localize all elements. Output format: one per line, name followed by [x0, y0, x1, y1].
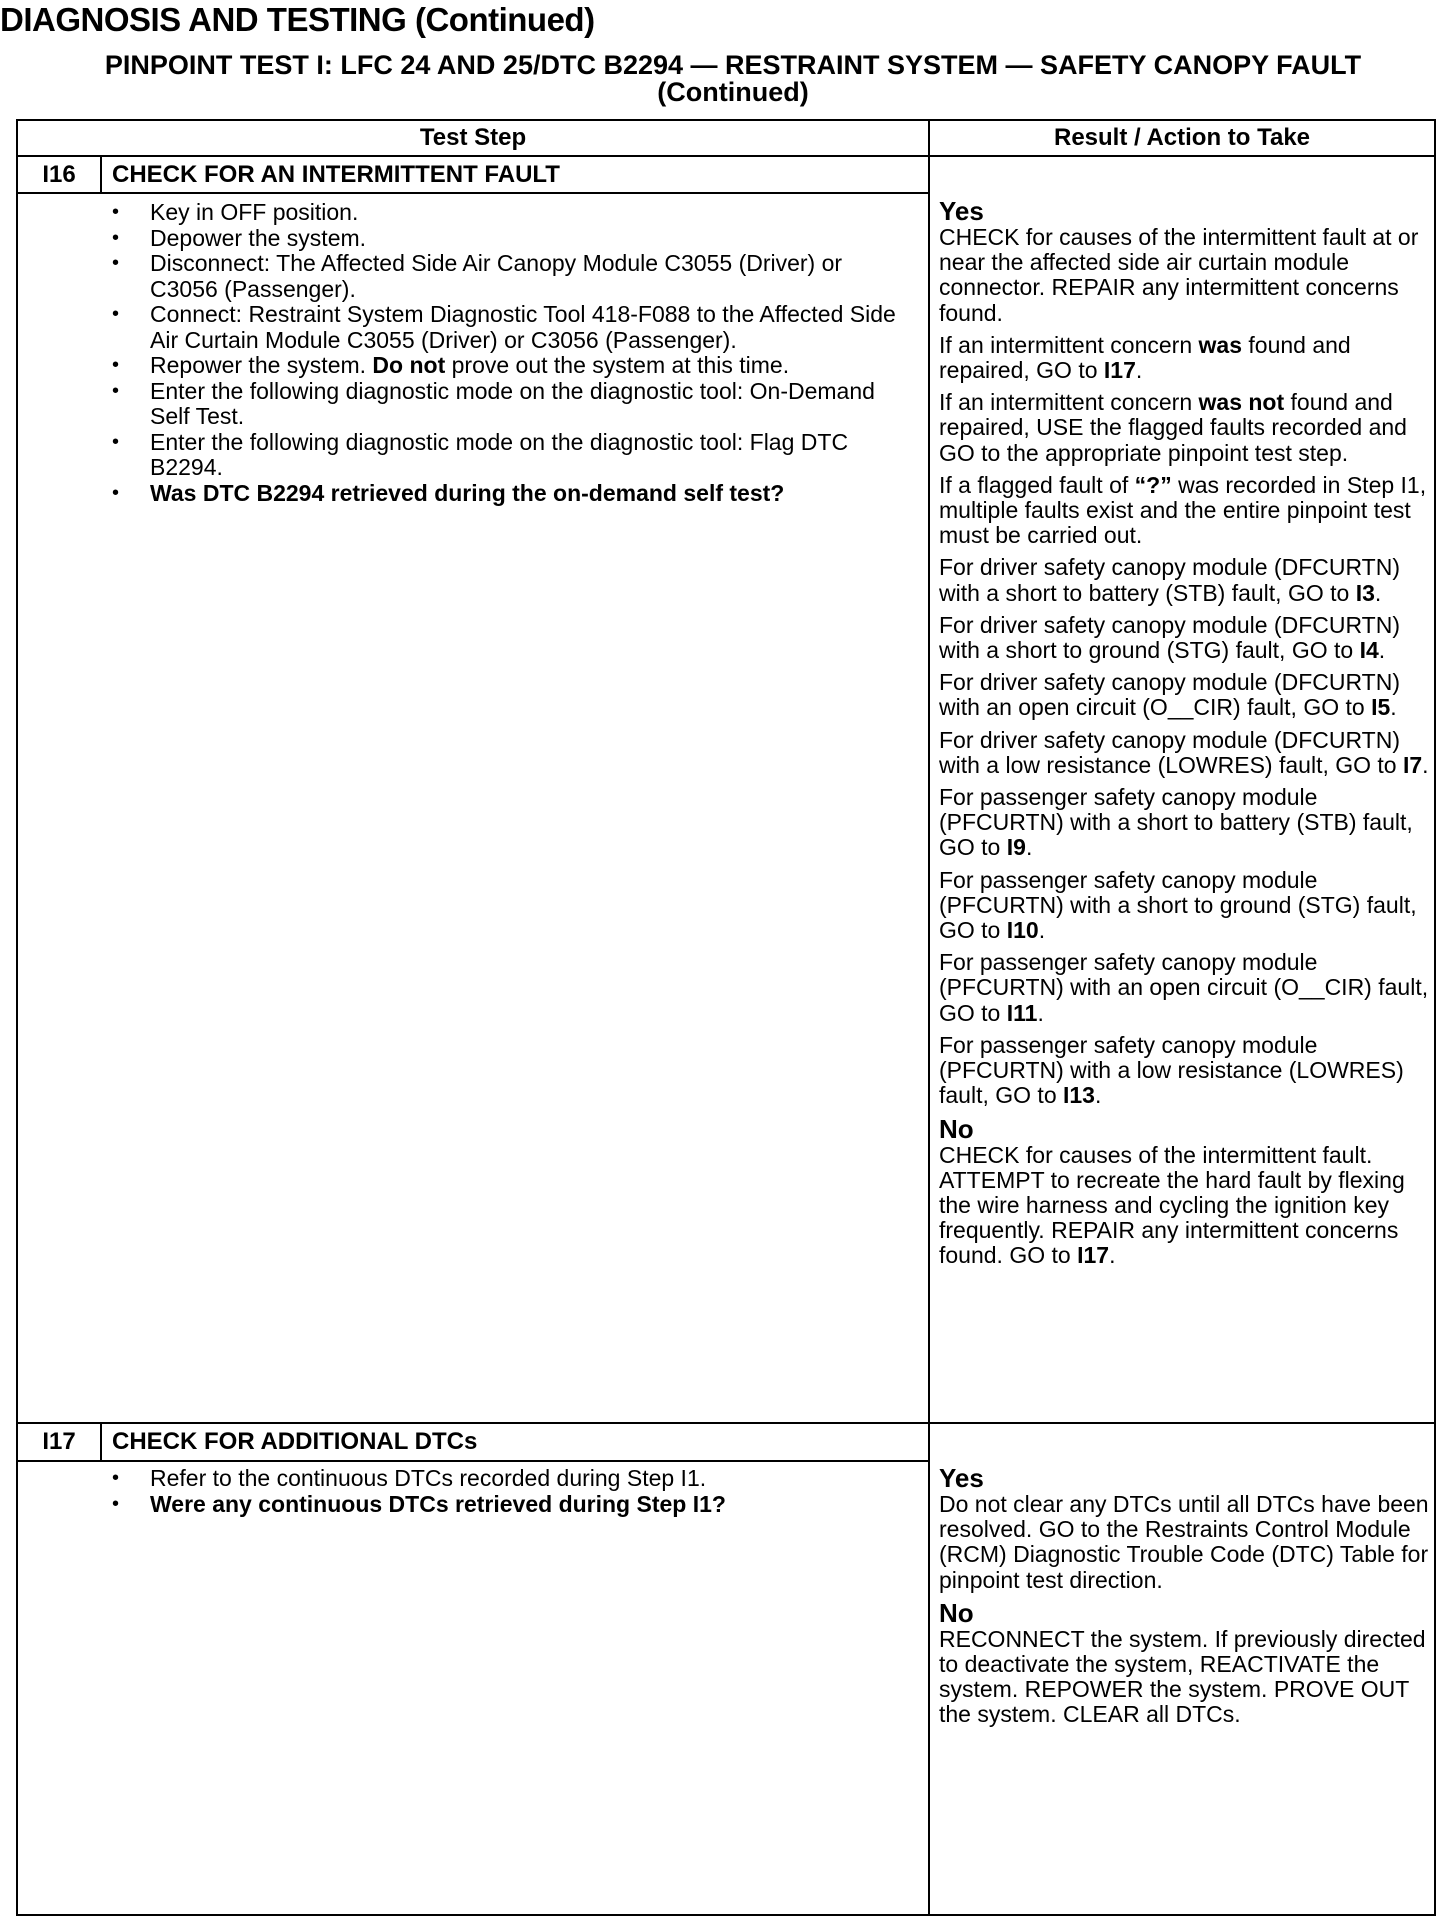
- step-number-i17: I17: [42, 1428, 76, 1455]
- result-paragraph: For driver safety canopy module (DFCURTN) with a short to battery (STB) fault, GO to I3.: [939, 554, 1400, 606]
- list-item: • Depower the system.: [104, 226, 904, 252]
- result-paragraph: RECONNECT the system. If previously directed to deactivate the system, REACTIVATE the system. REPOWER the system. PROVE OUT the system. CLEAR all DTCs.: [939, 1625, 1426, 1728]
- list-item: • Were any continuous DTCs retrieved during Step I1?: [104, 1492, 904, 1518]
- pinpoint-test-title-line2: (Continued): [657, 77, 809, 107]
- list-item: • Connect: Restraint System Diagnostic Tool 418-F088 to the Affected Side Air Curtain Module C3055 (Driver) or C3056 (Passenger).: [104, 302, 904, 353]
- result-paragraph: CHECK for causes of the intermittent fault. ATTEMPT to recreate the hard fault by flexing the wire harness and cycling the ignition key frequently. REPAIR any intermittent concerns found. GO to I17.: [939, 1141, 1405, 1269]
- result-paragraph: For passenger safety canopy module (PFCURTN) with a low resistance (LOWRES) fault, GO to I13.: [939, 1031, 1404, 1109]
- result-paragraph: CHECK for causes of the intermittent fault at or near the affected side air curtain module connector. REPAIR any intermittent concerns found.: [939, 224, 1419, 326]
- result-paragraph: Do not clear any DTCs until all DTCs have been resolved. GO to the Restraints Control Module (RCM) Diagnostic Trouble Code (DTC) Table for pinpoint test direction.: [939, 1491, 1429, 1593]
- step-i16-result: [939, 198, 1431, 1276]
- list-item: • Key in OFF position.: [104, 200, 904, 226]
- i17-title-bottom-line: [16, 1460, 930, 1462]
- step-i17-result: [939, 1465, 1431, 1735]
- list-item: • Disconnect: The Affected Side Air Canopy Module C3055 (Driver) or C3056 (Passenger).: [104, 251, 904, 302]
- result-paragraph: If an intermittent concern was found and repaired, GO to I17.: [939, 331, 1351, 384]
- step-number-divider-i16: [100, 156, 102, 193]
- step-number-divider-i17: [100, 1423, 102, 1461]
- pinpoint-test-title: [16, 52, 1450, 106]
- yes-label: Yes: [939, 196, 984, 226]
- list-item: • Enter the following diagnostic mode on the diagnostic tool: On-Demand Self Test.: [104, 379, 904, 430]
- step-i16-instructions: [104, 200, 904, 506]
- header-result: Result / Action to Take: [1053, 124, 1311, 151]
- step-i17-instructions: [104, 1466, 904, 1517]
- yes-label: Yes: [939, 1463, 984, 1493]
- result-paragraph: For driver safety canopy module (DFCURTN) with a short to ground (STG) fault, GO to I4.: [939, 611, 1400, 664]
- result-paragraph: For driver safety canopy module (DFCURTN) with an open circuit (O__CIR) fault, GO to I5.: [939, 669, 1400, 721]
- step-title-i17: CHECK FOR ADDITIONAL DTCs: [112, 1428, 478, 1455]
- result-paragraph: For driver safety canopy module (DFCURTN) with a low resistance (LOWRES) fault, GO to I7.: [939, 726, 1429, 778]
- result-paragraph: For passenger safety canopy module (PFCURTN) with an open circuit (O__CIR) fault, GO to I11.: [939, 949, 1429, 1026]
- no-label: No: [939, 1113, 974, 1144]
- pinpoint-test-title-line1: PINPOINT TEST I: LFC 24 AND 25/DTC B2294 — RESTRAINT SYSTEM — SAFETY CANOPY FAULT: [104, 50, 1362, 80]
- result-paragraph: If a flagged fault of “?” was recorded in Step I1, multiple faults exist and the entire pinpoint test must be carried out.: [939, 471, 1427, 549]
- header-test-step: Test Step: [419, 124, 527, 151]
- no-label: No: [939, 1597, 974, 1628]
- result-paragraph: For passenger safety canopy module (PFCURTN) with a short to battery (STB) fault, GO to I9.: [939, 784, 1413, 861]
- step-number-i16: I16: [42, 161, 76, 188]
- list-item: • Was DTC B2294 retrieved during the on-demand self test?: [104, 481, 904, 507]
- i16-title-bottom-line: [16, 192, 930, 194]
- result-paragraph: If an intermittent concern was not found and repaired, USE the flagged faults recorded and GO to the appropriate pinpoint test step.: [939, 389, 1407, 466]
- column-divider: [928, 119, 930, 1916]
- list-item: • Enter the following diagnostic mode on the diagnostic tool: Flag DTC B2294.: [104, 430, 904, 481]
- list-item: • Repower the system. Do not prove out the system at this time.: [104, 353, 904, 379]
- step-title-i16: CHECK FOR AN INTERMITTENT FAULT: [112, 161, 560, 188]
- page-title: DIAGNOSIS AND TESTING (Continued): [0, 1, 595, 38]
- list-item: • Refer to the continuous DTCs recorded during Step I1.: [104, 1466, 904, 1492]
- result-paragraph: For passenger safety canopy module (PFCURTN) with a short to ground (STG) fault, GO to I10.: [939, 866, 1417, 944]
